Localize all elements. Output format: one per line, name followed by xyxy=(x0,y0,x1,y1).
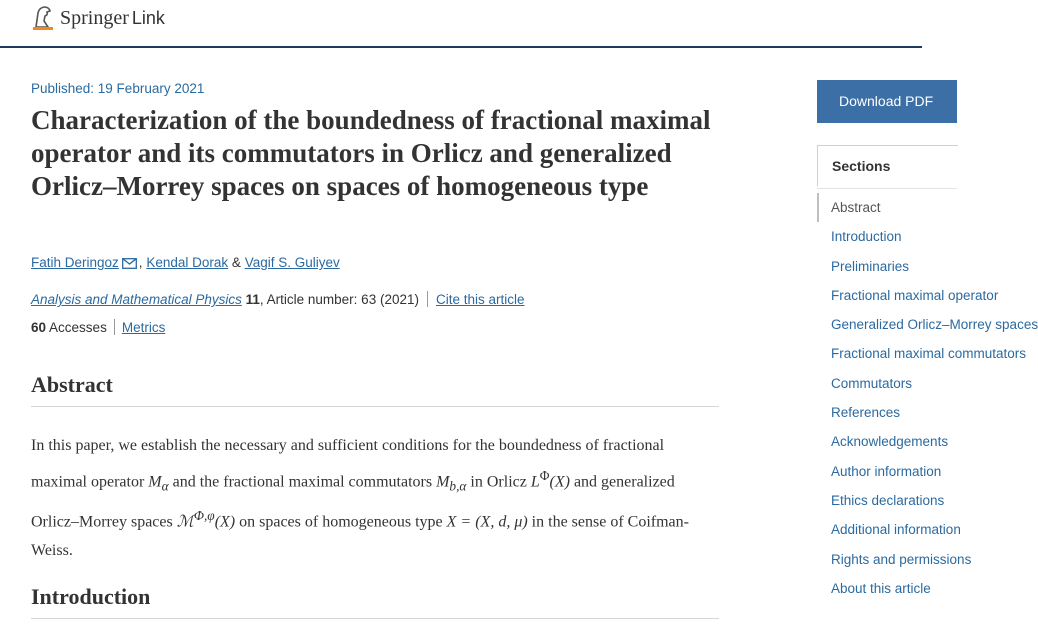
section-link-fractional-maximal-commutators[interactable]: Fractional maximal commutators xyxy=(831,346,1027,362)
sections-title: Sections xyxy=(832,158,891,174)
section-link-generalized-orlicz[interactable]: Generalized Orlicz–Morrey spaces xyxy=(831,317,1038,333)
article-title: Characterization of the boundedness of fractional maximal operator and its commutators in Orlicz and generalized Orlicz–Morrey spaces on spaces of homogeneous type xyxy=(31,105,711,201)
journal-info xyxy=(31,291,525,307)
divider xyxy=(427,291,428,307)
springer-horse-icon xyxy=(32,5,54,31)
author-link-2[interactable]: Kendal Dorak xyxy=(146,255,229,270)
divider xyxy=(114,319,115,335)
section-link-fractional-maximal-operator[interactable]: Fractional maximal operator xyxy=(831,287,999,303)
springer-link-logo[interactable] xyxy=(32,5,165,31)
sections-panel-header xyxy=(817,145,958,186)
section-link-abstract[interactable]: Abstract xyxy=(817,193,957,222)
author-list xyxy=(31,255,340,270)
author-link-1[interactable]: Fatih Deringoz xyxy=(31,255,119,270)
section-link-commutators[interactable]: Commutators xyxy=(831,375,913,391)
section-link-preliminaries[interactable]: Preliminaries xyxy=(831,258,910,274)
published-date: Published: 19 February 2021 xyxy=(31,81,205,96)
site-header xyxy=(0,0,922,48)
logo-text: Springer Link xyxy=(60,6,165,29)
author-separator: , xyxy=(138,255,143,270)
sections-nav xyxy=(817,193,1038,603)
cite-article-link[interactable]: Cite this article xyxy=(435,292,525,307)
metrics-link[interactable]: Metrics xyxy=(121,320,166,335)
section-link-ethics[interactable]: Ethics declarations xyxy=(831,492,945,508)
introduction-heading: Introduction xyxy=(31,584,719,619)
accesses-count: 60 xyxy=(31,320,47,335)
author-link-3[interactable]: Vagif S. Guliyev xyxy=(244,255,340,270)
section-link-author-information[interactable]: Author information xyxy=(831,463,942,479)
journal-volume: 11 xyxy=(245,292,260,307)
article-metrics xyxy=(31,319,165,335)
section-link-references[interactable]: References xyxy=(831,405,901,421)
journal-link[interactable]: Analysis and Mathematical Physics xyxy=(31,292,242,307)
divider xyxy=(817,188,957,189)
section-link-rights[interactable]: Rights and permissions xyxy=(831,551,972,567)
abstract-text: In this paper, we establish the necessary and sufficient conditions for the boundedness of fractional maximal operator $M_\alpha$ and the fractional maximal commutators $M_{b,\alpha}$ in Orlicz $L^\Phi(X)$ and generalized Orlicz–Morrey spaces ℳ$^{\Phi,\varphi}$(X) on spaces of homogeneous type X = (X, d, μ) in the sense of Coifman-Weiss. xyxy=(31,437,689,560)
author-ampersand: & xyxy=(231,255,241,270)
section-link-acknowledgements[interactable]: Acknowledgements xyxy=(831,434,949,450)
section-link-about[interactable]: About this article xyxy=(831,580,931,596)
abstract-heading: Abstract xyxy=(31,372,719,407)
section-link-additional-info[interactable]: Additional information xyxy=(831,522,961,538)
section-link-introduction[interactable]: Introduction xyxy=(831,229,902,245)
download-pdf-button[interactable]: Download PDF xyxy=(817,80,957,123)
article-number: , Article number: 63 (2021) xyxy=(259,292,419,307)
mail-icon[interactable] xyxy=(122,258,137,269)
accesses-label: Accesses xyxy=(49,320,107,335)
